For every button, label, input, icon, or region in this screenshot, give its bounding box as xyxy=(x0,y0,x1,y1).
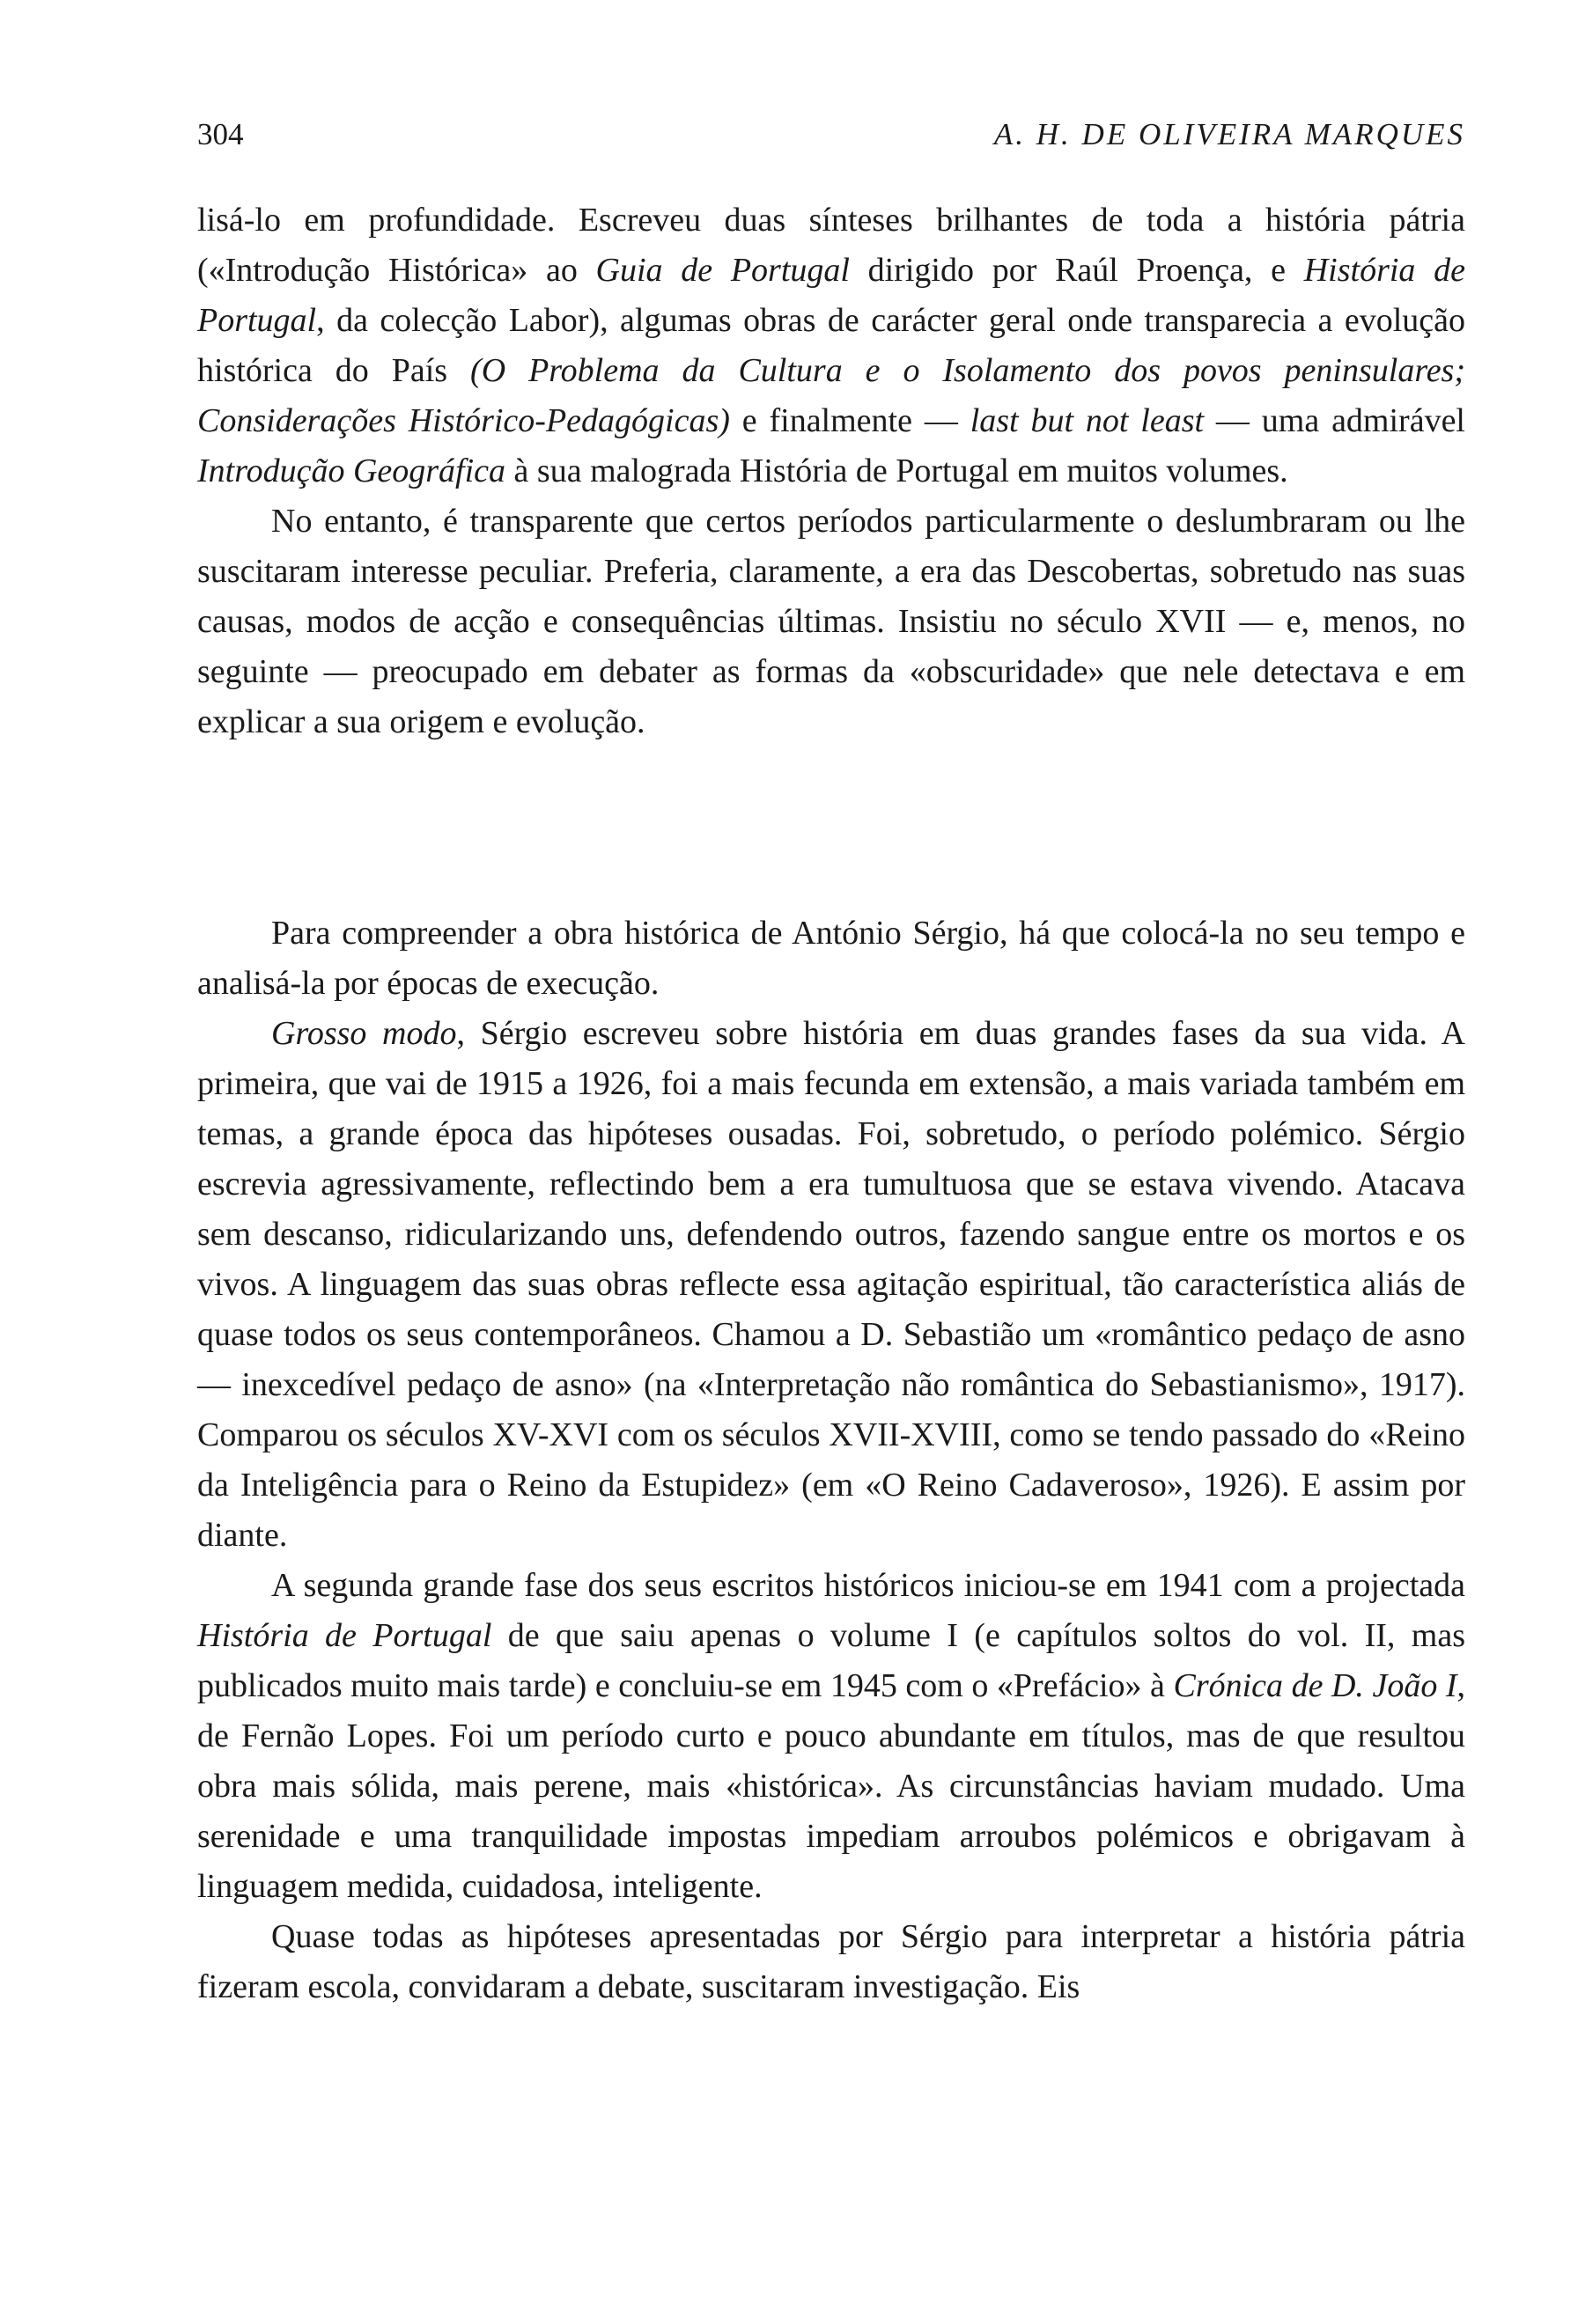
text-run: Quase todas as hipóteses apresentadas por Sérgio para interpretar a história pátria fizeram escola, convidaram a debate, suscitaram investigação. Eis xyxy=(197,1918,1465,2005)
text-run: lisá-lo em profundidade. Escreveu duas sínteses brilhantes de toda a história pátria («Introdução Histórica» ao xyxy=(197,202,1465,289)
italic-text: Guia de Portugal xyxy=(595,252,850,289)
text-run: de que saiu apenas o volume I (e capítulos soltos do vol. II, mas publicados muito mais tarde) e concluiu-se em 1945 com o «Prefácio» à xyxy=(197,1617,1465,1704)
text-run: à sua malograda História de Portugal em muitos volumes. xyxy=(505,452,1288,489)
page-header xyxy=(197,117,1465,161)
paragraph xyxy=(197,1009,1465,1561)
text-block-top xyxy=(197,195,1465,747)
text-run: dirigido por Raúl Proença, e xyxy=(849,252,1304,289)
italic-text: last but not least xyxy=(970,402,1205,439)
italic-text: Grosso modo xyxy=(271,1015,457,1052)
italic-text: (O Problema da Cultura e o Isolamento dos povos peninsulares; Considerações Histórico-Pedagógicas) xyxy=(197,352,1465,439)
paragraph xyxy=(197,908,1465,1009)
text-run: , da colecção Labor), algumas obras de carácter geral onde transparecia a evolução histórica do País xyxy=(197,302,1465,389)
running-head: A. H. DE OLIVEIRA MARQUES xyxy=(993,117,1465,151)
text-block-main xyxy=(197,908,1465,2012)
text-run: — uma admirável xyxy=(1204,402,1465,439)
paragraph xyxy=(197,496,1465,747)
paragraph xyxy=(197,1561,1465,1912)
text-run: Para compreender a obra histórica de António Sérgio, há que colocá-la no seu tempo e analisá-la por épocas de execução. xyxy=(197,915,1465,1002)
paragraph xyxy=(197,195,1465,496)
text-run: No entanto, é transparente que certos períodos particularmente o deslumbraram ou lhe suscitaram interesse peculiar. Preferia, claramente, a era das Descobertas, sobretudo nas suas causas, modos de acção e consequências últimas. Insistiu no século XVII — e, menos, no seguinte — preocupado em debater as formas da «obscuridade» que nele detectava e em explicar a sua origem e evolução. xyxy=(197,503,1465,740)
paragraph xyxy=(197,1912,1465,2012)
italic-text: História de Portugal xyxy=(197,1617,492,1654)
text-run: , de Fernão Lopes. Foi um período curto e pouco abundante em títulos, mas de que resultou obra mais sólida, mais perene, mais «histórica». As circunstâncias haviam mudado. Uma serenidade e uma tranquilidade impostas impediam arroubos polémicos e obrigavam à linguagem medida, cuidadosa, inteligente. xyxy=(197,1667,1466,1905)
page-number: 304 xyxy=(197,117,244,151)
text-run: e finalmente — xyxy=(729,402,970,439)
text-run: , Sérgio escreveu sobre história em duas grandes fases da sua vida. A primeira, que vai de 1915 a 1926, foi a mais fecunda em extensão, a mais variada também em temas, a grande época das hipóteses ousadas. Foi, sobretudo, o período polémico. Sérgio escrevia agressivamente, reflectindo bem a era tumultuosa que se estava vivendo. Atacava sem descanso, ridicularizando uns, defendendo outros, fazendo sangue entre os mortos e os vivos. A linguagem das suas obras reflecte essa agitação espiritual, tão característica aliás de quase todos os seus contemporâneos. Chamou a D. Sebastião um «romântico pedaço de asno — inexcedível pedaço de asno» (na «Interpretação não romântica do Sebastianismo», 1917). Comparou os séculos XV-XVI com os séculos XVII-XVIII, como se tendo passado do «Reino da Inteligência para o Reino da Estupidez» (em «O Reino Cadaveroso», 1926). E assim por diante. xyxy=(197,1015,1465,1554)
italic-text: História de Portugal xyxy=(197,252,1465,339)
italic-text: Introdução Geográfica xyxy=(197,452,506,489)
text-run: A segunda grande fase dos seus escritos históricos iniciou-se em 1941 com a projectada xyxy=(271,1567,1465,1604)
italic-text: Crónica de D. João I xyxy=(1173,1667,1457,1704)
